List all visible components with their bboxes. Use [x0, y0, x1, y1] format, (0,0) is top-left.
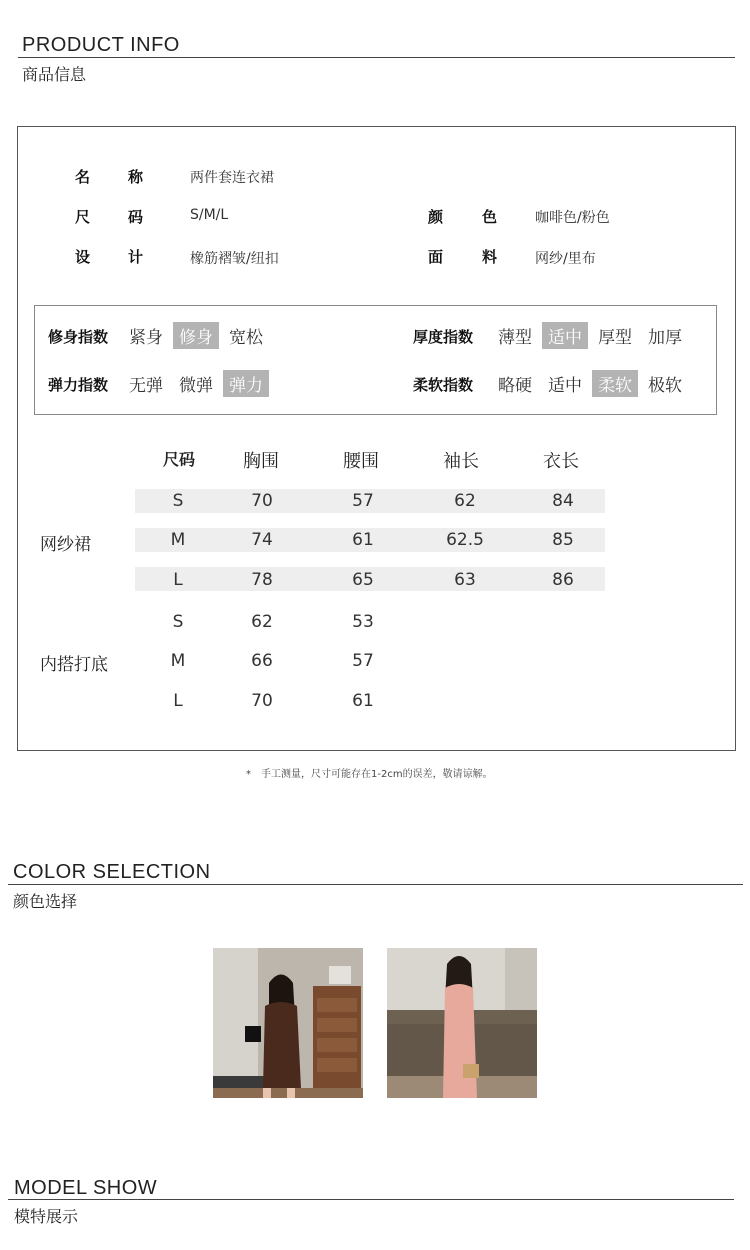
index-option-elastic: 弹力: [223, 370, 269, 397]
section-divider: [18, 57, 735, 58]
table-cell: 84: [552, 491, 574, 511]
index-option-softness: 略硬: [498, 376, 532, 396]
index-options-softness: [492, 370, 688, 397]
table-cell: 61: [352, 691, 374, 711]
table-cell: S: [172, 612, 184, 632]
index-option-elastic: 无弹: [129, 376, 163, 396]
field-key: 设: [75, 248, 91, 266]
color-selection-title-en: COLOR SELECTION: [13, 861, 211, 883]
table-cell: 57: [352, 491, 374, 511]
table-cell: 66: [251, 651, 273, 671]
size-table-header: 腰围: [343, 451, 379, 472]
index-option-softness: 柔软: [592, 370, 638, 397]
table-cell: M: [170, 530, 186, 550]
field-key: 名: [75, 168, 91, 186]
model-brown-dress-image: [213, 948, 363, 1098]
index-option-thickness: 加厚: [648, 328, 682, 348]
size-table-header: 衣长: [543, 451, 579, 472]
table-cell: 78: [251, 570, 273, 590]
color-swatch-photo-brown[interactable]: [213, 948, 363, 1098]
table-cell: 57: [352, 651, 374, 671]
product-info-title-en: PRODUCT INFO: [22, 34, 180, 56]
section-divider: [8, 884, 743, 885]
index-option-fit: 宽松: [229, 328, 263, 348]
model-show-title-cn: 模特展示: [14, 1207, 79, 1226]
field-key: 尺: [75, 208, 91, 226]
index-option-fit: 紧身: [129, 328, 163, 348]
table-cell: 63: [454, 570, 476, 590]
product-info-title-cn: 商品信息: [22, 65, 87, 84]
field-value-color: 咖啡色/粉色: [535, 210, 610, 226]
table-cell: 70: [251, 491, 273, 511]
field-value-fabric: 网纱/里布: [535, 251, 596, 267]
field-key: 料: [482, 248, 498, 266]
index-options-elastic: [123, 370, 269, 397]
index-option-thickness: 薄型: [498, 328, 532, 348]
index-options-thickness: [492, 322, 688, 349]
field-key: 称: [128, 168, 144, 186]
section-divider: [8, 1199, 734, 1200]
table-cell: 70: [251, 691, 273, 711]
table-cell: 85: [552, 530, 574, 550]
table-cell: 74: [251, 530, 273, 550]
index-option-elastic: 微弹: [179, 376, 213, 396]
table-cell: 62: [454, 491, 476, 511]
field-key: 码: [128, 208, 144, 226]
index-label-elastic: 弹力指数: [48, 376, 109, 394]
field-value-name: 两件套连衣裙: [190, 170, 274, 186]
group-label-inner-slip: 内搭打底: [40, 655, 108, 675]
index-options-fit: [123, 322, 269, 349]
table-cell: 62: [251, 612, 273, 632]
color-swatch-photo-pink[interactable]: [387, 948, 537, 1098]
model-pink-dress-image: [387, 948, 537, 1098]
table-cell: 65: [352, 570, 374, 590]
index-label-fit: 修身指数: [48, 328, 109, 346]
field-value-design: 橡筋褶皱/纽扣: [190, 251, 279, 267]
size-table-header: 袖长: [443, 451, 479, 472]
model-show-title-en: MODEL SHOW: [14, 1177, 158, 1199]
size-table-header: 尺码: [163, 450, 196, 469]
group-label-mesh-dress: 网纱裙: [40, 535, 91, 555]
field-value-size: S/M/L: [190, 207, 229, 223]
table-cell: 86: [552, 570, 574, 590]
table-cell: S: [172, 491, 184, 511]
field-key: 面: [428, 248, 444, 266]
field-key: 颜: [428, 208, 444, 226]
color-selection-title-cn: 颜色选择: [13, 892, 78, 911]
table-cell: L: [173, 691, 183, 711]
index-option-thickness: 适中: [542, 322, 588, 349]
field-key: 色: [482, 208, 498, 226]
table-cell: 61: [352, 530, 374, 550]
table-cell: L: [173, 570, 183, 590]
index-option-thickness: 厚型: [598, 328, 632, 348]
index-option-softness: 极软: [648, 376, 682, 396]
table-cell: 53: [352, 612, 374, 632]
field-key: 计: [128, 248, 144, 266]
index-option-softness: 适中: [548, 376, 582, 396]
table-cell: M: [170, 651, 186, 671]
size-table-header: 胸围: [243, 451, 279, 472]
index-label-softness: 柔软指数: [413, 376, 474, 394]
index-label-thickness: 厚度指数: [413, 328, 474, 346]
measurement-note: * 手工测量，尺寸可能存在1-2cm的误差，敬请谅解。: [246, 769, 493, 780]
index-option-fit: 修身: [173, 322, 219, 349]
table-cell: 62.5: [446, 530, 484, 550]
